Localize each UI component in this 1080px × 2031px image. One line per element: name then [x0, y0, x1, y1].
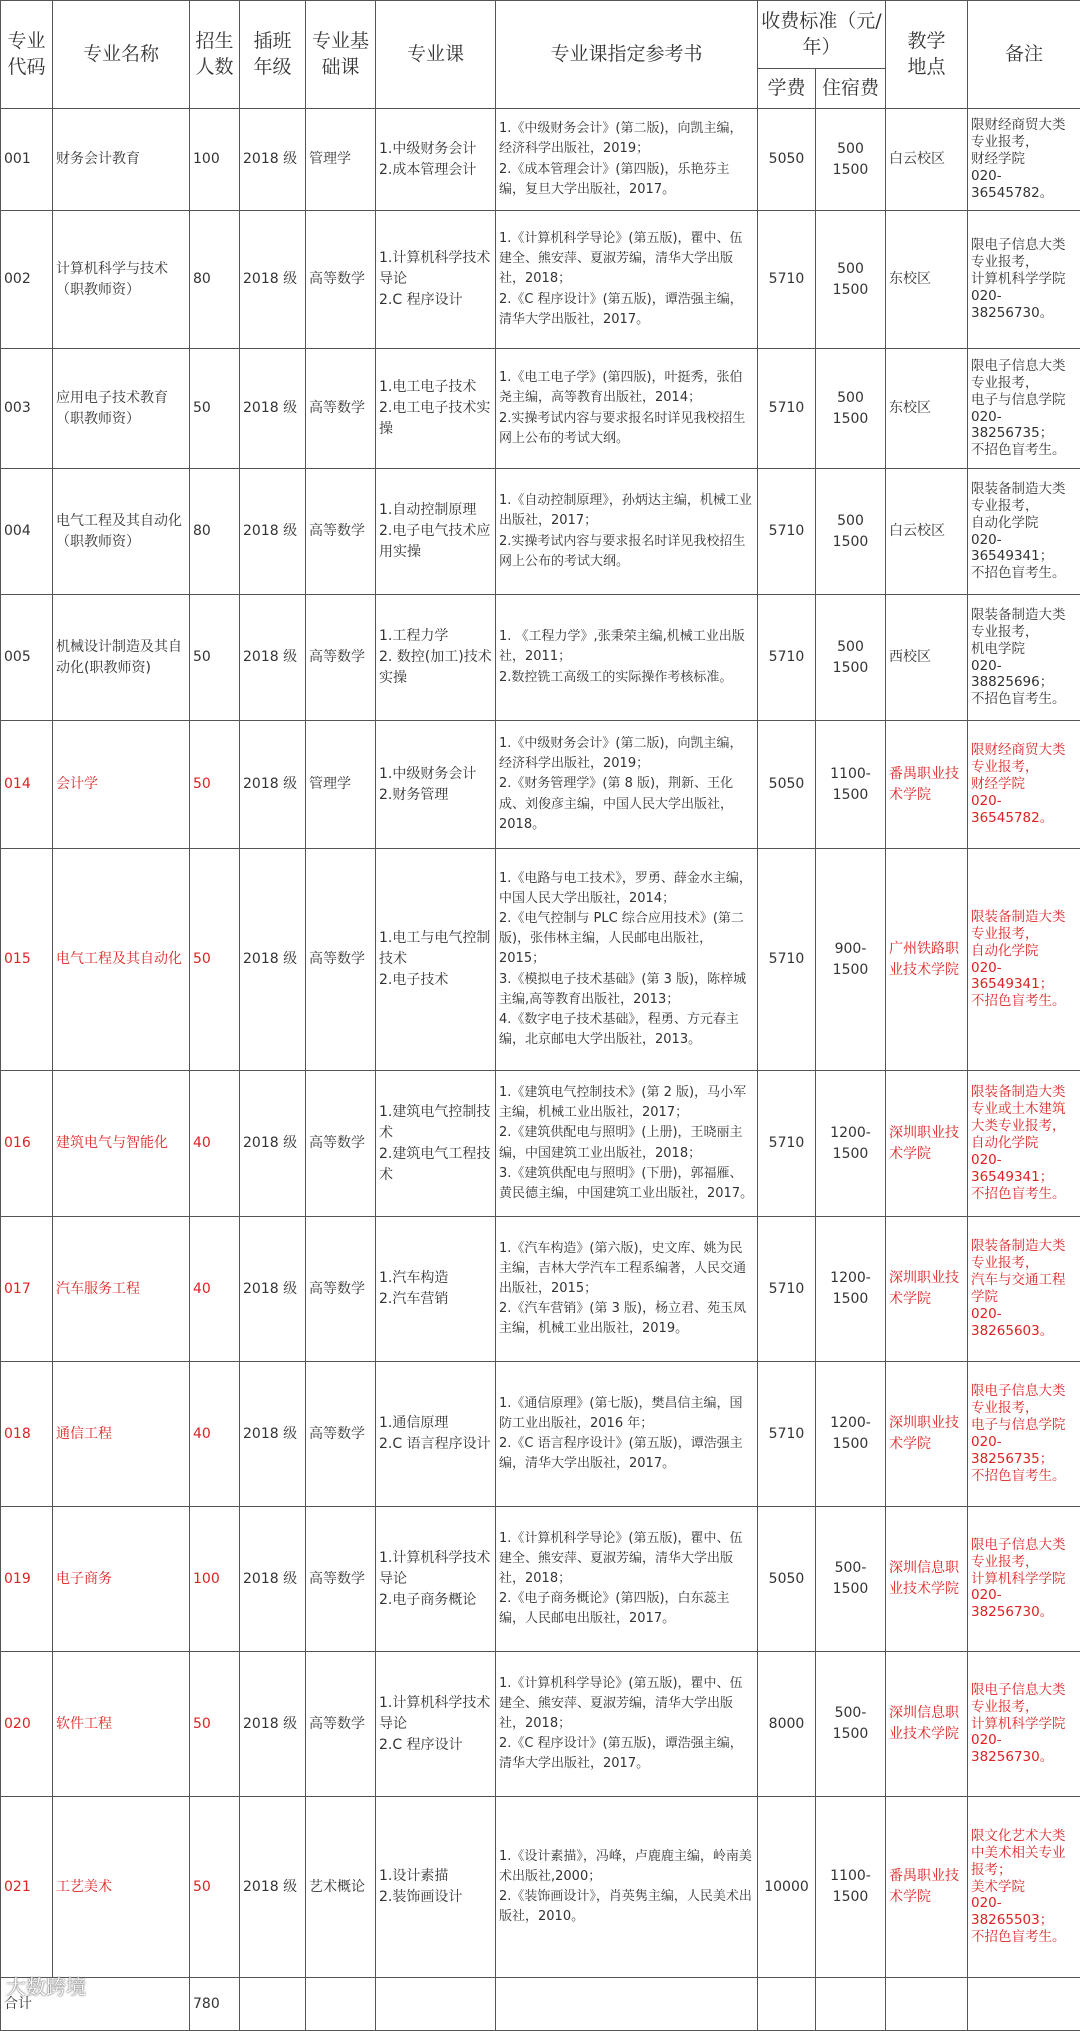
cell-count: 50 [190, 349, 240, 469]
cell-name: 汽车服务工程 [53, 1217, 190, 1362]
cell-lodging: 1100-1500 [816, 721, 886, 849]
cell-count: 100 [190, 1507, 240, 1652]
header-course: 专业课 [376, 1, 496, 109]
cell-code: 003 [1, 349, 53, 469]
header-lodging: 住宿费 [816, 69, 886, 109]
cell-location: 白云校区 [886, 469, 968, 595]
cell-tuition: 5050 [758, 109, 816, 211]
cell-base: 高等数学 [306, 595, 376, 721]
cell-name: 财务会计教育 [53, 109, 190, 211]
cell-grade: 2018 级 [240, 1362, 306, 1507]
table-row [1, 109, 1080, 211]
cell-count: 50 [190, 849, 240, 1071]
cell-grade: 2018 级 [240, 595, 306, 721]
cell-tuition: 5050 [758, 721, 816, 849]
table-row [1, 211, 1080, 349]
cell-lodging: 1200-1500 [816, 1071, 886, 1217]
cell-grade: 2018 级 [240, 1797, 306, 1978]
cell-course: 1.自动控制原理 2.电子电气技术应用实操 [376, 469, 496, 595]
cell-lodging: 1200-1500 [816, 1217, 886, 1362]
cell-code: 021 [1, 1797, 53, 1978]
cell-books: 1.《建筑电气控制技术》(第 2 版)，马小军主编，机械工业出版社，2017； 2.《建筑供配电与照明》(上册)，王晓丽主编，中国建筑工业出版社，2018； 3.《建筑供配电与照明》(下册)，郭福雁、黄民德主编，中国建筑工业出版社，2017。 [496, 1071, 758, 1217]
cell-location: 东校区 [886, 211, 968, 349]
cell-code: 020 [1, 1652, 53, 1797]
cell-name: 电气工程及其自动化 （职教师资） [53, 469, 190, 595]
cell-tuition: 5710 [758, 595, 816, 721]
cell-course: 1.汽车构造 2.汽车营销 [376, 1217, 496, 1362]
cell-grade: 2018 级 [240, 1652, 306, 1797]
cell-location: 东校区 [886, 349, 968, 469]
cell-note: 限装备制造大类专业报考， 自动化学院 020-36549341； 不招色盲考生。 [968, 469, 1080, 595]
header-fee-group: 收费标准（元/ 年） [758, 1, 886, 69]
cell-course: 1.电工电子技术 2.电工电子技术实操 [376, 349, 496, 469]
header-location: 教学 地点 [886, 1, 968, 109]
cell-note: 限装备制造大类专业报考， 汽车与交通工程学院 020-38265603。 [968, 1217, 1080, 1362]
cell-note: 限电子信息大类专业报考， 计算机科学学院 020-38256730。 [968, 1507, 1080, 1652]
cell-base: 高等数学 [306, 211, 376, 349]
cell-lodging: 500 1500 [816, 469, 886, 595]
cell-name: 工艺美术 [53, 1797, 190, 1978]
cell-location: 深圳职业技术学院 [886, 1362, 968, 1507]
cell-location: 深圳信息职业技术学院 [886, 1507, 968, 1652]
cell-name: 计算机科学与技术 （职教师资） [53, 211, 190, 349]
cell-course: 1.电工与电气控制技术 2.电子技术 [376, 849, 496, 1071]
cell-location: 深圳信息职业技术学院 [886, 1652, 968, 1797]
cell-note: 限财经商贸大类专业报考， 财经学院 020-36545782。 [968, 721, 1080, 849]
cell-count: 80 [190, 211, 240, 349]
cell-note: 限财经商贸大类专业报考， 财经学院 020-36545782。 [968, 109, 1080, 211]
total-count: 780 [190, 1978, 240, 2031]
cell-lodging: 500 1500 [816, 109, 886, 211]
cell-code: 017 [1, 1217, 53, 1362]
header-tuition: 学费 [758, 69, 816, 109]
cell-tuition: 8000 [758, 1652, 816, 1797]
cell-lodging: 500-1500 [816, 1507, 886, 1652]
cell-note: 限装备制造大类专业报考， 机电学院 020-38825696； 不招色盲考生。 [968, 595, 1080, 721]
table-row [1, 721, 1080, 849]
cell-course: 1.工程力学 2. 数控(加工)技术实操 [376, 595, 496, 721]
cell-base: 高等数学 [306, 1362, 376, 1507]
cell-grade: 2018 级 [240, 469, 306, 595]
cell-count: 50 [190, 1797, 240, 1978]
cell-code: 014 [1, 721, 53, 849]
cell-location: 深圳职业技术学院 [886, 1071, 968, 1217]
cell-code: 018 [1, 1362, 53, 1507]
cell-note: 限装备制造大类专业或土木建筑大类专业报考， 自动化学院 020-36549341； 不招色盲考生。 [968, 1071, 1080, 1217]
cell-note: 限电子信息大类专业报考， 电子与信息学院 020-38256735； 不招色盲考生。 [968, 349, 1080, 469]
cell-base: 高等数学 [306, 1071, 376, 1217]
cell-books: 1.《计算机科学导论》(第五版)，瞿中、伍建全、熊安萍、夏淑芳编，清华大学出版社，2018； 2.《C 程序设计》(第五版)，谭浩强主编，清华大学出版社，2017。 [496, 1652, 758, 1797]
cell-tuition: 10000 [758, 1797, 816, 1978]
cell-name: 软件工程 [53, 1652, 190, 1797]
cell-lodging: 500 1500 [816, 211, 886, 349]
cell-base: 高等数学 [306, 1217, 376, 1362]
table-row [1, 1652, 1080, 1797]
table-row [1, 349, 1080, 469]
cell-code: 019 [1, 1507, 53, 1652]
cell-course: 1.中级财务会计 2.财务管理 [376, 721, 496, 849]
cell-tuition: 5710 [758, 1362, 816, 1507]
cell-code: 016 [1, 1071, 53, 1217]
header-note: 备注 [968, 1, 1080, 109]
cell-note: 限装备制造大类专业报考， 自动化学院 020-36549341； 不招色盲考生。 [968, 849, 1080, 1071]
cell-course: 1.通信原理 2.C 语言程序设计 [376, 1362, 496, 1507]
cell-note: 限电子信息大类专业报考， 计算机科学学院 020-38256730。 [968, 1652, 1080, 1797]
cell-count: 80 [190, 469, 240, 595]
cell-base: 艺术概论 [306, 1797, 376, 1978]
cell-location: 广州铁路职业技术学院 [886, 849, 968, 1071]
cell-base: 高等数学 [306, 469, 376, 595]
cell-lodging: 500-1500 [816, 1652, 886, 1797]
cell-code: 001 [1, 109, 53, 211]
cell-books: 1.《计算机科学导论》(第五版)，瞿中、伍建全、熊安萍、夏淑芳编，清华大学出版社，2018； 2.《C 程序设计》(第五版)，谭浩强主编，清华大学出版社，2017。 [496, 211, 758, 349]
cell-lodging: 500 1500 [816, 349, 886, 469]
table-row [1, 595, 1080, 721]
cell-tuition: 5710 [758, 349, 816, 469]
cell-name: 电子商务 [53, 1507, 190, 1652]
cell-location: 白云校区 [886, 109, 968, 211]
cell-base: 高等数学 [306, 349, 376, 469]
cell-tuition: 5710 [758, 1071, 816, 1217]
cell-location: 深圳职业技术学院 [886, 1217, 968, 1362]
cell-books: 1.《计算机科学导论》(第五版)，瞿中、伍建全、熊安萍、夏淑芳编，清华大学出版社，2018； 2.《电子商务概论》(第四版)，白东蕊主编，人民邮电出版社，2017。 [496, 1507, 758, 1652]
cell-location: 番禺职业技术学院 [886, 721, 968, 849]
cell-lodging: 1100-1500 [816, 1797, 886, 1978]
cell-books: 1.《设计素描》，冯峰，卢鹿鹿主编，岭南美术出版社,2000； 2.《装饰画设计》，肖英隽主编，人民美术出版社，2010。 [496, 1797, 758, 1978]
cell-course: 1.设计素描 2.装饰画设计 [376, 1797, 496, 1978]
cell-books: 1. 《工程力学》,张秉荣主编,机械工业出版社，2011； 2.数控铣工高级工的实际操作考核标准。 [496, 595, 758, 721]
cell-lodging: 900-1500 [816, 849, 886, 1071]
table-row [1, 1797, 1080, 1978]
table-row [1, 1217, 1080, 1362]
cell-lodging: 1200-1500 [816, 1362, 886, 1507]
header-count: 招生 人数 [190, 1, 240, 109]
cell-note: 限电子信息大类专业报考， 计算机科学学院 020-38256730。 [968, 211, 1080, 349]
cell-books: 1.《电工电子学》(第四版)，叶挺秀，张伯尧主编，高等教育出版社，2014； 2.实操考试内容与要求报名时详见我校招生网上公布的考试大纲。 [496, 349, 758, 469]
cell-grade: 2018 级 [240, 349, 306, 469]
cell-tuition: 5710 [758, 469, 816, 595]
cell-name: 通信工程 [53, 1362, 190, 1507]
cell-books: 1.《中级财务会计》(第二版)，向凯主编，经济科学出版社，2019； 2.《财务管理学》(第 8 版)，荆新、王化成、刘俊彦主编，中国人民大学出版社，2018。 [496, 721, 758, 849]
header-base: 专业基 础课 [306, 1, 376, 109]
cell-books: 1.《电路与电工技术》，罗勇、薛金水主编，中国人民大学出版社，2014； 2.《电气控制与 PLC 综合应用技术》(第二版)，张伟林主编，人民邮电出版社，2015； 3.《模拟电子技术基础》(第 3 版)，陈梓城主编,高等教育出版社，2013； 4.《数字电子技术基础》，程勇、方元春主编，北京邮电大学出版社，2013。 [496, 849, 758, 1071]
cell-count: 40 [190, 1362, 240, 1507]
table-row [1, 849, 1080, 1071]
cell-count: 40 [190, 1071, 240, 1217]
cell-grade: 2018 级 [240, 211, 306, 349]
cell-name: 建筑电气与智能化 [53, 1071, 190, 1217]
table-row [1, 469, 1080, 595]
cell-course: 1.计算机科学技术导论 2.C 程序设计 [376, 211, 496, 349]
cell-course: 1.建筑电气控制技术 2.建筑电气工程技术 [376, 1071, 496, 1217]
header-code: 专业 代码 [1, 1, 53, 109]
cell-books: 1.《汽车构造》(第六版)，史文库、姚为民主编，吉林大学汽车工程系编著，人民交通出版社，2015； 2.《汽车营销》(第 3 版)，杨立君、苑玉凤主编，机械工业出版社，2019。 [496, 1217, 758, 1362]
cell-grade: 2018 级 [240, 109, 306, 211]
cell-grade: 2018 级 [240, 721, 306, 849]
header-books: 专业课指定参考书 [496, 1, 758, 109]
cell-lodging: 500 1500 [816, 595, 886, 721]
cell-base: 高等数学 [306, 1652, 376, 1797]
cell-name: 应用电子技术教育 （职教师资） [53, 349, 190, 469]
cell-note: 限电子信息大类专业报考， 电子与信息学院 020-38256735； 不招色盲考生。 [968, 1362, 1080, 1507]
cell-count: 50 [190, 721, 240, 849]
total-label: 合计 [1, 1978, 190, 2031]
cell-base: 高等数学 [306, 849, 376, 1071]
cell-count: 50 [190, 595, 240, 721]
cell-tuition: 5710 [758, 849, 816, 1071]
cell-name: 会计学 [53, 721, 190, 849]
cell-name: 电气工程及其自动化 [53, 849, 190, 1071]
cell-note: 限文化艺术大类中美术相关专业报考； 美术学院 020-38265503； 不招色盲考生。 [968, 1797, 1080, 1978]
cell-count: 100 [190, 109, 240, 211]
header-grade: 插班 年级 [240, 1, 306, 109]
cell-count: 40 [190, 1217, 240, 1362]
cell-code: 002 [1, 211, 53, 349]
cell-name: 机械设计制造及其自动化(职教师资) [53, 595, 190, 721]
cell-location: 西校区 [886, 595, 968, 721]
cell-course: 1.计算机科学技术导论 2.C 程序设计 [376, 1652, 496, 1797]
cell-location: 番禺职业技术学院 [886, 1797, 968, 1978]
table-row [1, 1507, 1080, 1652]
table-row [1, 1071, 1080, 1217]
header-name: 专业名称 [53, 1, 190, 109]
cell-course: 1.计算机科学技术导论 2.电子商务概论 [376, 1507, 496, 1652]
cell-base: 管理学 [306, 721, 376, 849]
cell-code: 015 [1, 849, 53, 1071]
watermark: 大数跨境 [6, 1971, 86, 2000]
table-row [1, 1362, 1080, 1507]
cell-books: 1.《自动控制原理》，孙炳达主编，机械工业出版社，2017； 2.实操考试内容与要求报名时详见我校招生网上公布的考试大纲。 [496, 469, 758, 595]
cell-books: 1.《中级财务会计》(第二版)，向凯主编，经济科学出版社，2019； 2.《成本管理会计》(第四版)，乐艳芬主编，复旦大学出版社，2017。 [496, 109, 758, 211]
cell-grade: 2018 级 [240, 849, 306, 1071]
cell-code: 005 [1, 595, 53, 721]
cell-base: 高等数学 [306, 1507, 376, 1652]
cell-grade: 2018 级 [240, 1217, 306, 1362]
cell-tuition: 5710 [758, 211, 816, 349]
cell-base: 管理学 [306, 109, 376, 211]
cell-tuition: 5710 [758, 1217, 816, 1362]
cell-books: 1.《通信原理》(第七版)，樊昌信主编，国防工业出版社，2016 年； 2.《C 语言程序设计》(第五版)，谭浩强主编，清华大学出版社，2017。 [496, 1362, 758, 1507]
cell-course: 1.中级财务会计 2.成本管理会计 [376, 109, 496, 211]
cell-grade: 2018 级 [240, 1507, 306, 1652]
cell-code: 004 [1, 469, 53, 595]
cell-grade: 2018 级 [240, 1071, 306, 1217]
cell-tuition: 5050 [758, 1507, 816, 1652]
cell-count: 50 [190, 1652, 240, 1797]
